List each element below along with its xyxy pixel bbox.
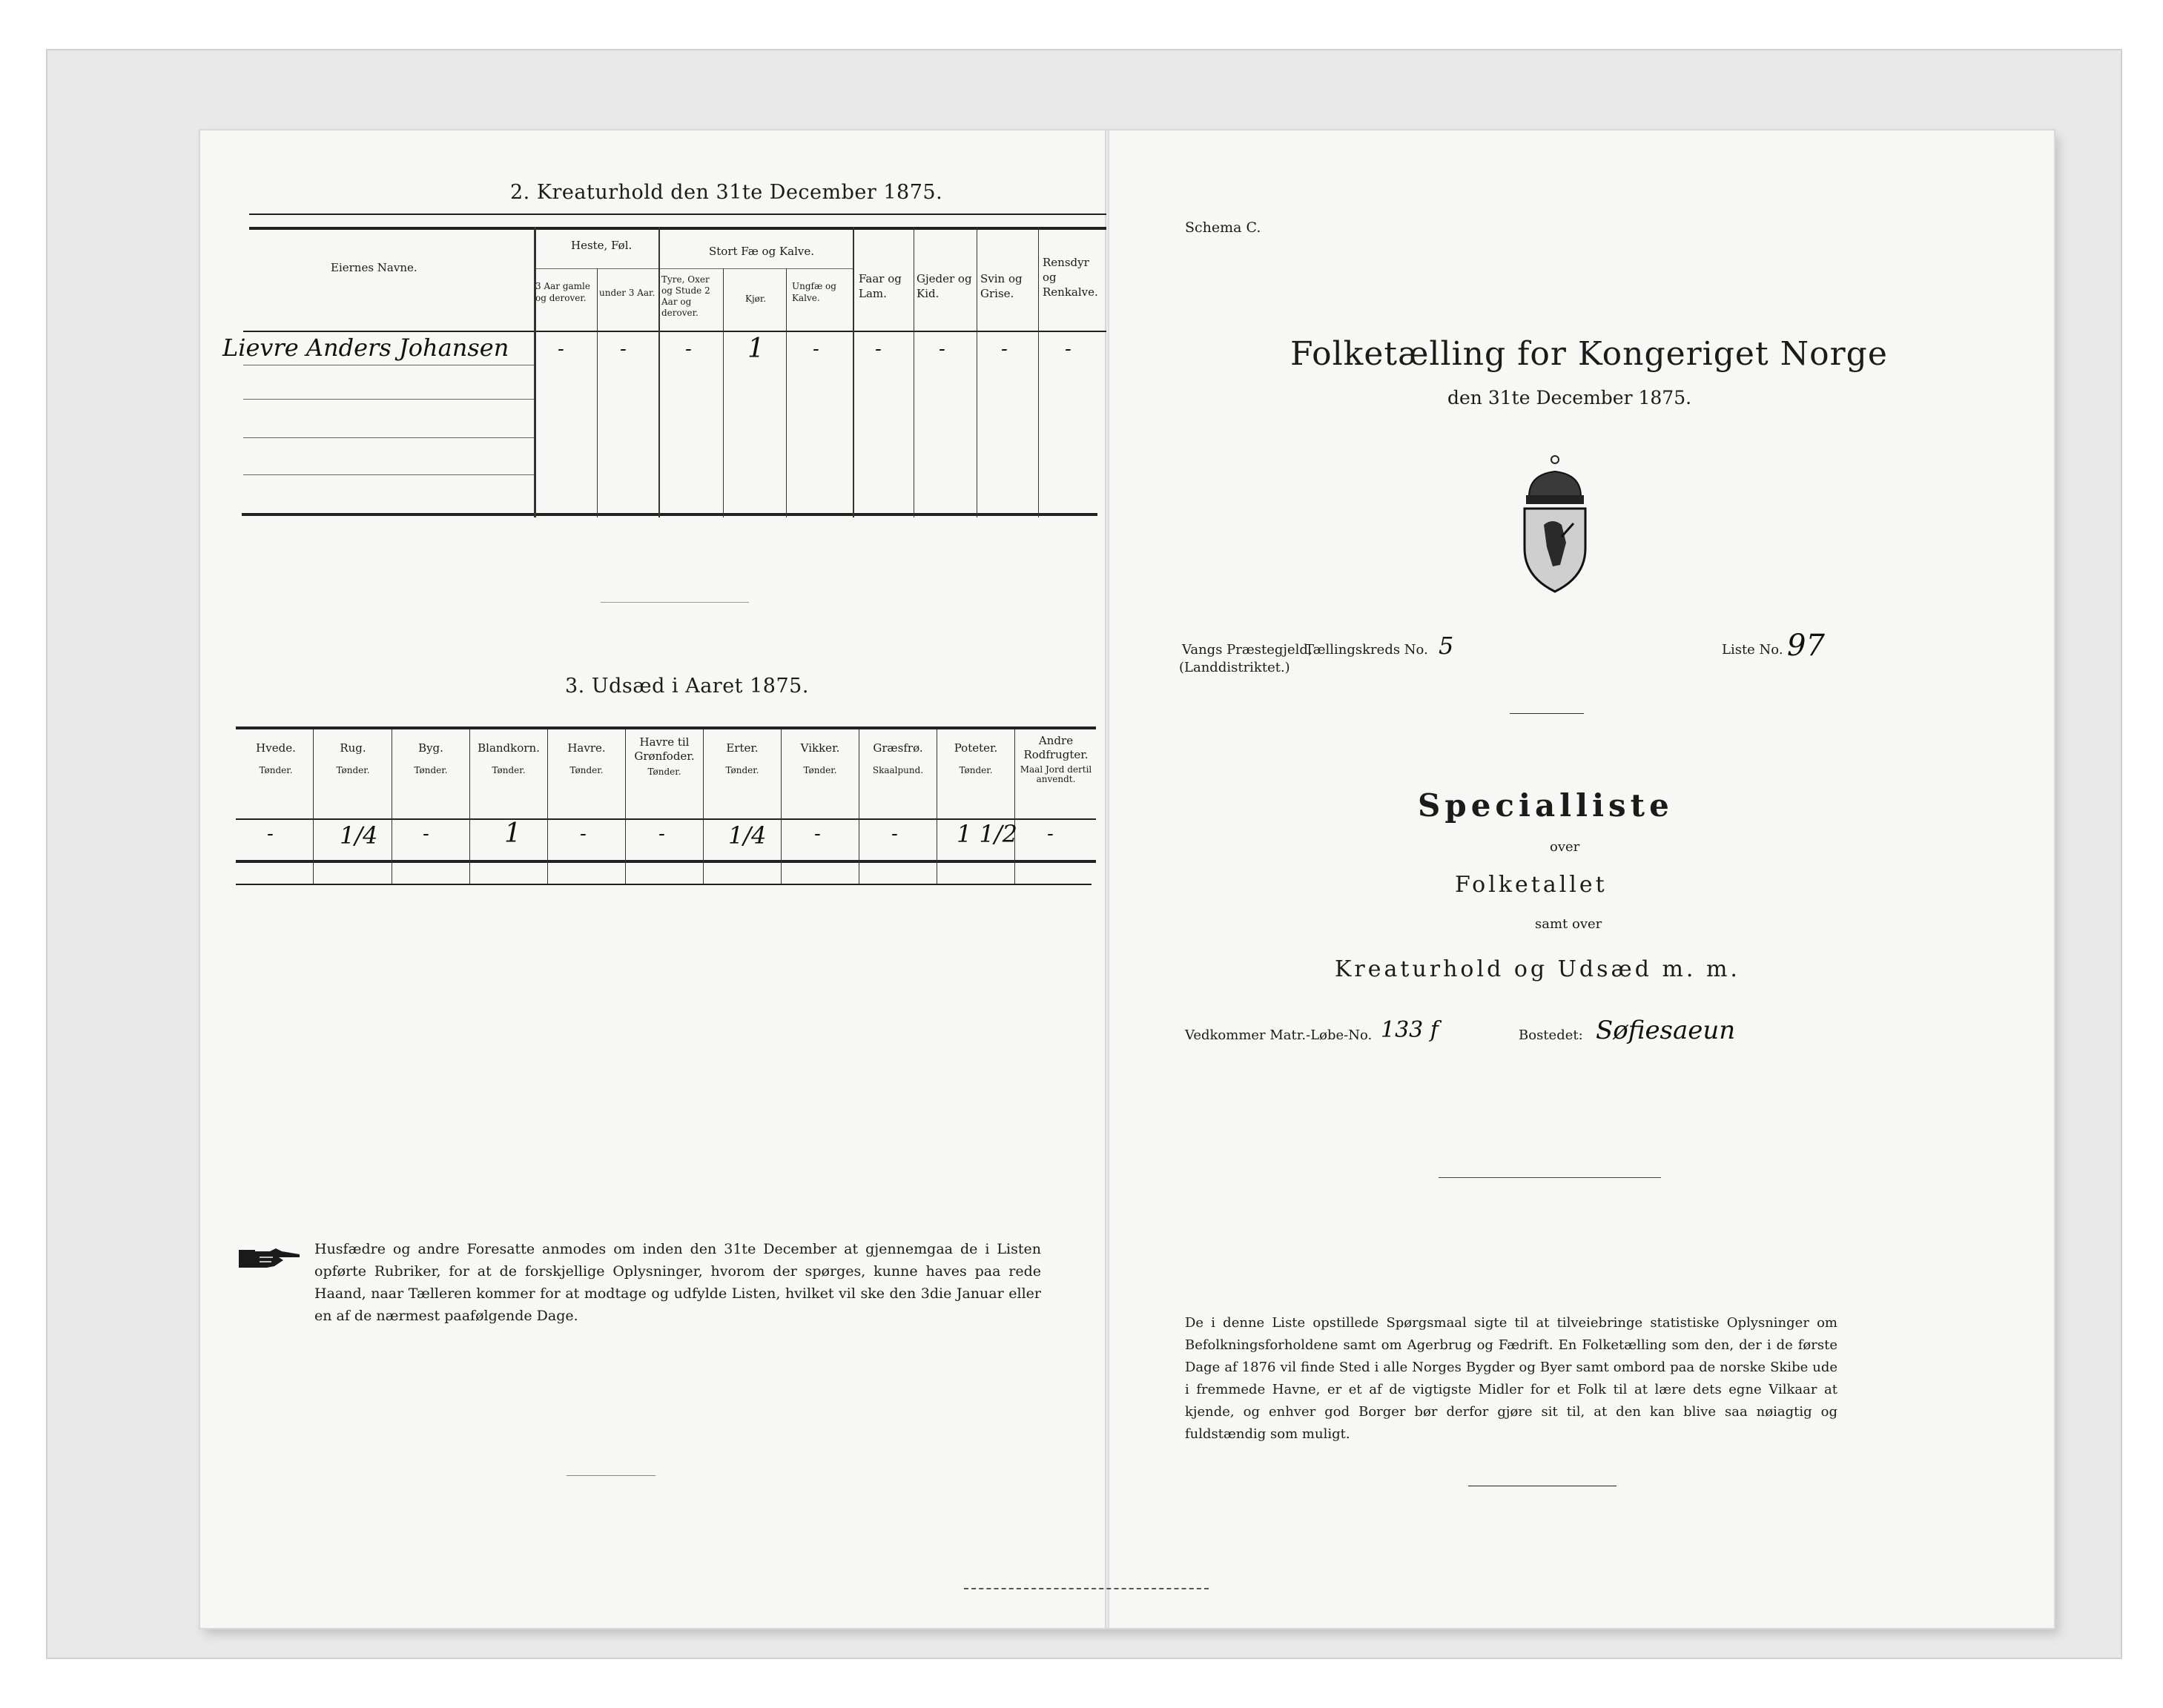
gjeder-header: Gjeder og Kid. bbox=[917, 272, 972, 300]
seed-col-unit: Tønder. bbox=[803, 765, 837, 775]
seed-col-unit: Tønder. bbox=[959, 765, 993, 775]
livestock-value: - bbox=[939, 338, 945, 360]
seed-col-hvede bbox=[239, 741, 313, 775]
seed-col-unit: Maal Jord dertil anvendt. bbox=[1020, 764, 1092, 784]
seed-col-name: Erter. bbox=[726, 741, 759, 755]
kreds-label: Tællingskreds No. bbox=[1305, 642, 1428, 658]
page-fold bbox=[1105, 130, 1109, 1628]
livestock-value: - bbox=[1065, 338, 1071, 360]
stamp-mark bbox=[964, 1588, 1209, 1592]
divider bbox=[1510, 713, 1584, 714]
seed-col-erter bbox=[705, 741, 779, 775]
seed-col-havre bbox=[549, 741, 624, 775]
faar-header: Faar og Lam. bbox=[859, 272, 902, 300]
seed-col-graesfro bbox=[861, 741, 935, 775]
seed-col-name: Rug. bbox=[340, 741, 366, 755]
seed-col-vikker bbox=[783, 741, 857, 775]
pointing-hand-icon bbox=[237, 1245, 301, 1275]
seed-col-unit: Tønder. bbox=[336, 765, 370, 775]
tyre-header: Tyre, Oxer og Stude 2 Aar og derover. bbox=[661, 274, 710, 318]
seed-col-blandkorn bbox=[472, 741, 546, 775]
seed-col-name: Havre. bbox=[567, 741, 606, 755]
seed-col-unit: Tønder. bbox=[647, 767, 681, 777]
divider bbox=[1439, 1177, 1661, 1178]
heste-over-header: 3 Aar gamle og derover. bbox=[535, 281, 590, 303]
bosted-label: Bostedet: bbox=[1519, 1027, 1583, 1043]
seed-title: 3. Udsæd i Aaret 1875. bbox=[565, 675, 809, 698]
livestock-value: - bbox=[1001, 338, 1008, 360]
liste-label: Liste No. bbox=[1722, 642, 1783, 658]
seed-value: 1 1/2 bbox=[957, 820, 1018, 848]
livestock-value: 1 bbox=[747, 334, 765, 364]
samt-over-text: samt over bbox=[1535, 916, 1602, 932]
livestock-value: - bbox=[685, 338, 692, 360]
seed-value: - bbox=[580, 823, 587, 845]
rensdyr-header: Rensdyr og Renkalve. bbox=[1043, 256, 1098, 299]
matr-value: 133 f bbox=[1381, 1017, 1439, 1043]
seed-col-unit: Skaalpund. bbox=[872, 765, 924, 775]
ungfae-header: Ungfæ og Kalve. bbox=[792, 281, 836, 303]
seed-value: 1/4 bbox=[340, 821, 378, 850]
schema-label: Schema C. bbox=[1185, 219, 1261, 236]
heste-header: Heste, Føl. bbox=[571, 239, 633, 252]
prestegjeld-label: Vangs Præstegjeld, bbox=[1182, 642, 1312, 658]
seed-col-andre-rodfrugter bbox=[1017, 734, 1095, 784]
seed-col-name: Havre til Grønfoder. bbox=[634, 735, 695, 763]
seed-value: 1 bbox=[504, 818, 521, 849]
seed-col-rug bbox=[316, 741, 390, 775]
matr-label: Vedkommer Matr.-Løbe-No. bbox=[1185, 1027, 1373, 1043]
specialliste-title: Specialliste bbox=[1418, 787, 1674, 824]
bosted-value: Søfiesaeun bbox=[1596, 1016, 1736, 1045]
divider bbox=[601, 602, 749, 603]
seed-col-unit: Tønder. bbox=[414, 765, 448, 775]
seed-col-name: Blandkorn. bbox=[478, 741, 540, 755]
census-subtitle: den 31te December 1875. bbox=[1447, 387, 1692, 408]
seed-col-name: Vikker. bbox=[800, 741, 840, 755]
livestock-value: - bbox=[813, 338, 819, 360]
seed-col-unit: Tønder. bbox=[725, 765, 759, 775]
seed-col-unit: Tønder. bbox=[569, 765, 604, 775]
seed-value: 1/4 bbox=[728, 821, 767, 850]
over-text: over bbox=[1550, 839, 1580, 855]
seed-value: - bbox=[1047, 823, 1054, 845]
seed-col-name: Byg. bbox=[418, 741, 443, 755]
livestock-value: - bbox=[875, 338, 882, 360]
seed-col-name: Hvede. bbox=[256, 741, 296, 755]
liste-value: 97 bbox=[1787, 629, 1825, 663]
seed-col-unit: Tønder. bbox=[492, 765, 526, 775]
seed-value: - bbox=[423, 823, 429, 845]
seed-col-poteter bbox=[939, 741, 1013, 775]
stort-fae-header: Stort Fæ og Kalve. bbox=[709, 245, 815, 258]
owner-name-entry: Lievre Anders Johansen bbox=[222, 334, 509, 362]
divider bbox=[567, 1475, 655, 1476]
seed-col-byg bbox=[394, 741, 468, 775]
seed-value: - bbox=[267, 823, 274, 845]
info-paragraph: De i denne Liste opstillede Spørgsmaal sigte til at tilveiebringe statistiske Oplysninger om Befolkningsforholdene samt om Agerbrug og Fædrift. En Folketælling som den, der i de første Dage af 1876 vil finde Sted i alle Norges Bygder og Byer samt ombord paa de norske Skibe ude i fremmede Havne, er et af de vigtigste Midler for et Folk til at lære dets egne Vilkaar at kjende, og enhver god Borger bør derfor gjøre sit til, at den kan blive saa nøiagtig og fuldstændig som muligt. bbox=[1185, 1315, 1837, 1442]
kreds-value: 5 bbox=[1439, 632, 1454, 660]
heste-under-header: under 3 Aar. bbox=[599, 288, 655, 298]
svin-header: Svin og Grise. bbox=[980, 272, 1023, 300]
kreaturhold-text: Kreaturhold og Udsæd m. m. bbox=[1335, 956, 1740, 982]
seed-col-name: Andre Rodfrugter. bbox=[1023, 734, 1089, 761]
seed-col-havre-gronfoder bbox=[627, 735, 701, 777]
seed-col-name: Græsfrø. bbox=[873, 741, 923, 755]
coat-of-arms-icon bbox=[1514, 454, 1596, 598]
seed-col-name: Poteter. bbox=[954, 741, 998, 755]
census-title: Folketælling for Kongeriget Norge bbox=[1290, 335, 1888, 373]
seed-value: - bbox=[658, 823, 665, 845]
seed-value: - bbox=[891, 823, 898, 845]
landdistrikt-label: (Landdistriktet.) bbox=[1179, 660, 1290, 675]
owner-header: Eiernes Navne. bbox=[331, 261, 417, 274]
livestock-value: - bbox=[620, 338, 627, 360]
livestock-title: 2. Kreaturhold den 31te December 1875. bbox=[510, 181, 943, 204]
folketallet-text: Folketallet bbox=[1455, 872, 1608, 898]
livestock-value: - bbox=[558, 338, 564, 360]
kjor-header: Kjør. bbox=[745, 294, 767, 304]
notice-text: Husfædre og andre Foresatte anmodes om inden den 31te December at gjennemgaa de i Listen opførte Rubriker, for at de forskjellige Oplysninger, hvorom der spørges, kunne haves paa rede Haand, naar Tælleren kommer for at modtage og udfylde Listen, hvilket vil ske den 3die Januar eller en af de nærmest paafølgende Dage. bbox=[314, 1241, 1041, 1324]
seed-value: - bbox=[814, 823, 821, 845]
seed-col-unit: Tønder. bbox=[259, 765, 293, 775]
